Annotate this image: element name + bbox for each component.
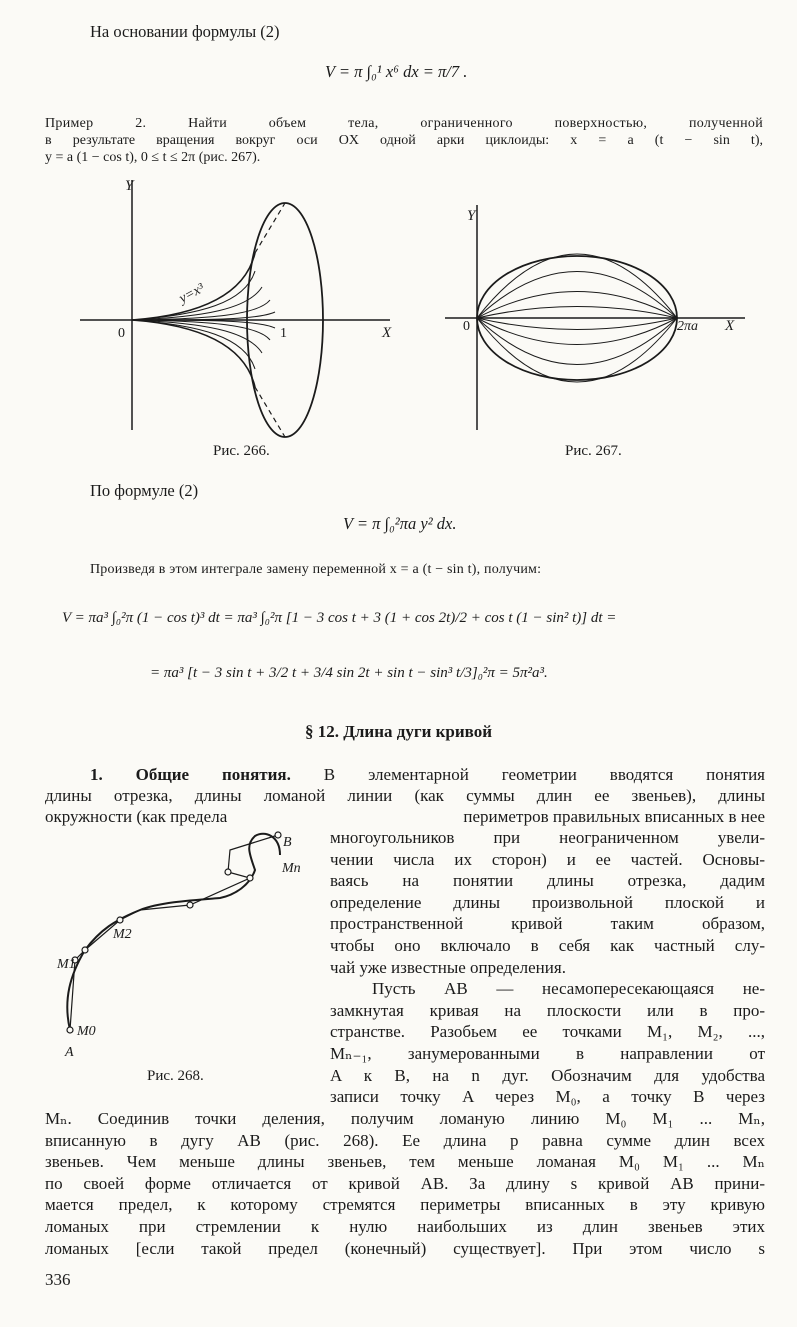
right-line: записи точку A через M₀, а точку B через	[330, 1087, 765, 1107]
full-line: вписанную в дугу AB (рис. 268). Ее длина p равна сумме длин всех	[45, 1130, 765, 1150]
right-line: замкнутая кривая на плоскости или в про-	[330, 1000, 765, 1020]
general-line3-right: периметров правильных вписанных в нее	[463, 807, 765, 826]
substitution-line1: V = πa³ ∫₀²π (1 − cos t)³ dt = πa³ ∫₀²π [1 − 3 cos t + 3 (1 + cos 2t)/2 + cos t (1 − sin² t)] dt =	[62, 610, 617, 626]
tick-label: 2πa	[677, 319, 699, 334]
substitution-text: Произведя в этом интеграле замену переменной x = a (t − sin t), получим:	[90, 562, 542, 577]
label-m0: M0	[77, 1024, 96, 1039]
general-line1-rest: В элементарной геометрии вводятся понятия	[290, 765, 765, 784]
tick-label: 1	[280, 326, 287, 341]
full-line: звеньев. Чем меньше длины звеньев, тем меньше ломаная M₀ M₁ ... Mₙ	[45, 1152, 765, 1172]
right-line: Пусть AB — несамопересекающаяся не-	[372, 979, 765, 999]
label-m2: M2	[113, 927, 132, 942]
label-a: A	[65, 1045, 74, 1060]
meridian	[477, 254, 677, 318]
example-line: Пример 2. Найти объем тела, ограниченного поверхностью, полученной	[45, 116, 763, 131]
meridian	[477, 318, 677, 365]
label-b: B	[283, 835, 292, 850]
lower-curve	[132, 320, 255, 369]
example-line: в результате вращения вокруг оси OX одной арки циклоиды: x = a (t − sin t),	[45, 133, 763, 148]
page-number: 336	[45, 1270, 71, 1289]
general-line3-left: окружности (как предела	[45, 807, 228, 826]
general-line: длины отрезка, длины ломаной линии (как суммы длин ее звеньев), длины	[45, 786, 765, 805]
meridian	[477, 318, 677, 330]
x-axis-label: X	[725, 318, 735, 334]
right-line: чтобы оно включало в себя как частный слу-	[330, 935, 765, 955]
right-line: определение длины произвольной плоской и	[330, 892, 765, 912]
by-formula-formula: V = π ∫₀²πa y² dx.	[343, 514, 457, 533]
caption-268: Рис. 268.	[147, 1068, 204, 1084]
substitution-line2: = πa³ [t − 3 sin t + 3/2 t + 3/4 sin 2t + sin t − sin³ t/3]₀²π = 5π²a³.	[150, 665, 548, 681]
general-first-line	[45, 764, 765, 785]
full-line: ломаных [если такой предел (конечный) существует]. При этом число s	[45, 1238, 765, 1258]
right-column	[330, 827, 765, 1108]
by-formula-text: По формуле (2)	[90, 481, 199, 500]
right-line: чении числа их сторон) и ее частей. Основы-	[330, 849, 765, 869]
y-axis-label: Y	[125, 178, 134, 194]
general-heading: 1. Общие понятия.	[90, 765, 291, 784]
point-mn	[275, 832, 281, 838]
meridian	[477, 272, 677, 319]
point	[187, 902, 193, 908]
full-line: по своей форме отличается от кривой AB. За длину s кривой AB прини-	[45, 1173, 765, 1193]
y-axis-label: Y	[467, 208, 476, 224]
intro-text: На основании формулы (2)	[90, 22, 280, 41]
figure-266	[70, 175, 410, 465]
meridian	[477, 307, 677, 319]
right-line: Mₙ₋₁, занумерованными в направлении от	[330, 1043, 765, 1063]
right-line: многоугольников при неограниченном увели-	[330, 828, 765, 847]
point-m0	[67, 1027, 73, 1033]
meridian	[477, 292, 677, 319]
figure-267	[445, 200, 765, 440]
example-block	[45, 116, 763, 167]
origin-label: 0	[118, 326, 125, 341]
meridian	[477, 318, 677, 382]
curve-ab	[67, 834, 280, 1030]
right-line: странстве. Разобьем ее точками M₁, M₂, ...,	[330, 1022, 765, 1042]
origin-label: 0	[463, 319, 470, 334]
right-line: чай уже известные определения.	[330, 957, 566, 977]
caption-266: Рис. 266.	[213, 443, 270, 459]
point	[247, 875, 253, 881]
point-m2	[117, 917, 123, 923]
point	[225, 869, 231, 875]
hidden-line	[255, 387, 285, 437]
full-line: Mₙ. Соединив точки деления, получим ломаную линию M₀ M₁ ... Mₙ,	[45, 1109, 765, 1128]
section-title: § 12. Длина дуги кривой	[304, 722, 493, 741]
right-line: A к B, на n дуг. Обозначим для удобства	[330, 1065, 765, 1085]
general-line3	[45, 806, 765, 827]
full-width-paragraph	[45, 1108, 765, 1259]
general-paragraph	[45, 764, 765, 827]
figure-268	[45, 830, 330, 1060]
caption-267: Рис. 267.	[565, 443, 622, 459]
lower-curve	[132, 320, 262, 353]
label-mn: Mn	[282, 861, 301, 876]
lower-curve	[132, 320, 255, 387]
full-line: мается предел, к которому стремятся периметры вписанных в эту кривую	[45, 1195, 765, 1215]
label-m1: M1	[57, 957, 76, 972]
point-m1	[82, 947, 88, 953]
full-line: ломаных при стремлении к нулю наибольших из длин звеньев этих	[45, 1216, 765, 1236]
meridian	[477, 318, 677, 345]
hidden-line	[255, 203, 285, 253]
example-line: y = a (1 − cos t), 0 ≤ t ≤ 2π (рис. 267).	[45, 150, 261, 165]
curve-label: y=x³	[176, 281, 207, 307]
intro-formula: V = π ∫₀¹ x⁶ dx = π/7 .	[325, 62, 468, 81]
right-line: пространственной кривой таким образом,	[330, 914, 765, 934]
x-axis-label: X	[382, 325, 392, 341]
right-line: ваясь на понятии длины отрезка, дадим	[330, 871, 765, 891]
